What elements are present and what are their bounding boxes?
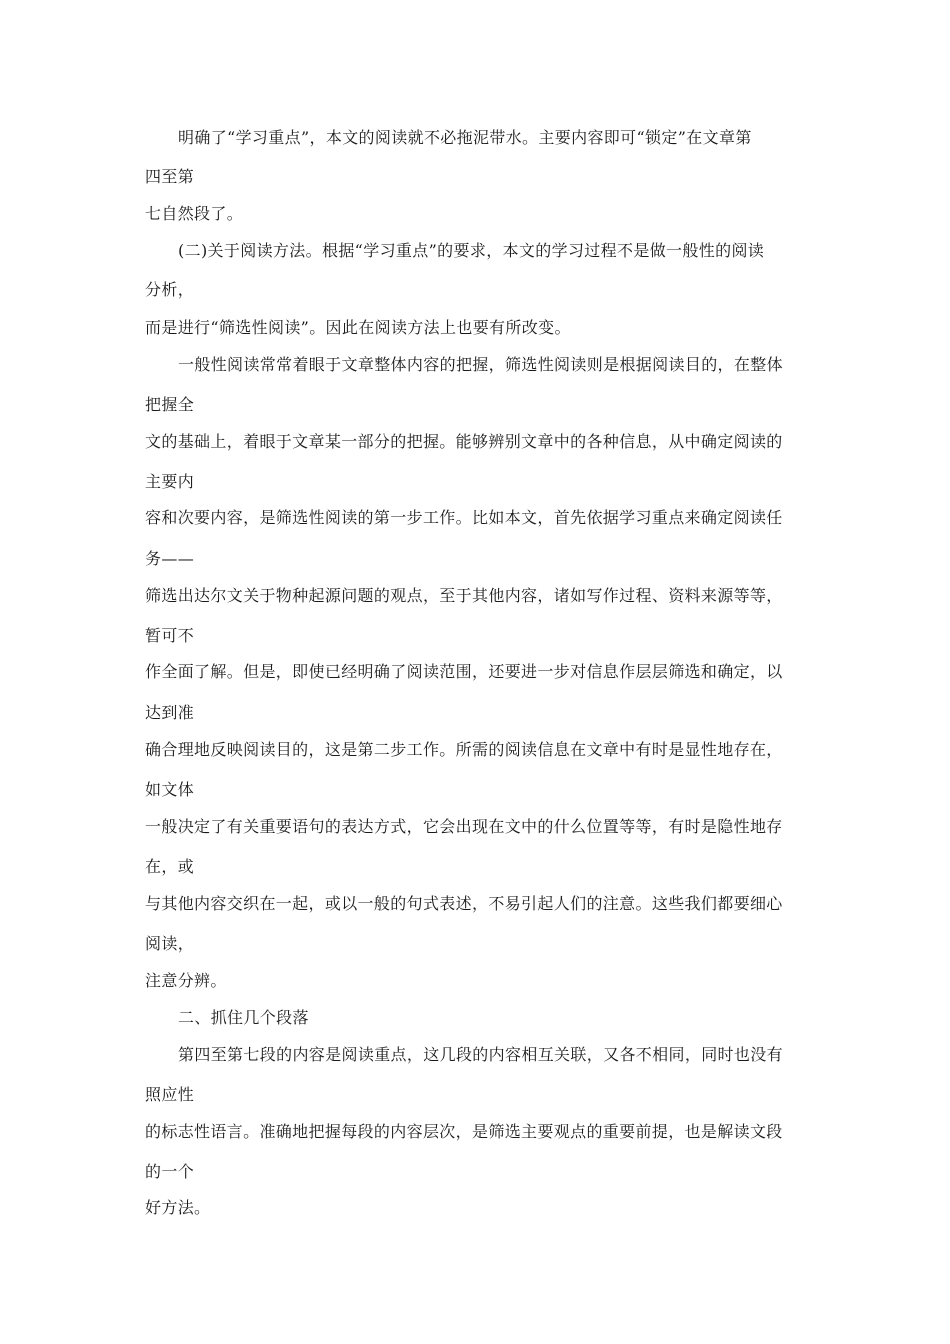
paragraph-line: 的标志性语言。准确地把握每段的内容层次，是筛选主要观点的重要前提，也是解读文段 bbox=[145, 1122, 783, 1141]
paragraph-line: 与其他内容交织在一起，或以一般的句式表述，不易引起人们的注意。这些我们都要细心 bbox=[145, 894, 783, 913]
paragraph-line: 确合理地反映阅读目的，这是第二步工作。所需的阅读信息在文章中有时是显性地存在， bbox=[145, 740, 783, 759]
paragraph-line: 如文体 bbox=[145, 780, 195, 799]
paragraph-line: 把握全 bbox=[145, 395, 195, 414]
paragraph-line: 在，或 bbox=[145, 857, 195, 876]
paragraph-line: 好方法。 bbox=[145, 1198, 211, 1217]
paragraph-line: 第四至第七段的内容是阅读重点，这几段的内容相互关联，又各不相同，同时也没有 bbox=[178, 1045, 783, 1064]
paragraph-line: 一般决定了有关重要语句的表达方式，它会出现在文中的什么位置等等，有时是隐性地存 bbox=[145, 817, 783, 836]
paragraph-line: (二)关于阅读方法。根据“学习重点”的要求，本文的学习过程不是做一般性的阅读 bbox=[178, 241, 765, 260]
paragraph-line: 达到准 bbox=[145, 703, 195, 722]
paragraph-line: 筛选出达尔文关于物种起源问题的观点，至于其他内容，诸如写作过程、资料来源等等， bbox=[145, 586, 783, 605]
paragraph-line: 务—— bbox=[145, 549, 195, 568]
paragraph-line: 照应性 bbox=[145, 1085, 195, 1104]
paragraph-line: 文的基础上，着眼于文章某一部分的把握。能够辨别文章中的各种信息，从中确定阅读的 bbox=[145, 432, 783, 451]
paragraph-line: 作全面了解。但是，即使已经明确了阅读范围，还要进一步对信息作层层筛选和确定，以 bbox=[145, 662, 783, 681]
paragraph-line: 容和次要内容，是筛选性阅读的第一步工作。比如本文，首先依据学习重点来确定阅读任 bbox=[145, 508, 783, 527]
paragraph-line: 一般性阅读常常着眼于文章整体内容的把握，筛选性阅读则是根据阅读目的，在整体 bbox=[178, 355, 783, 374]
paragraph-line: 主要内 bbox=[145, 472, 195, 491]
paragraph-line: 的一个 bbox=[145, 1162, 195, 1181]
paragraph-line: 明确了“学习重点”，本文的阅读就不必拖泥带水。主要内容即可“锁定”在文章第 bbox=[178, 128, 752, 147]
paragraph-line: 分析， bbox=[145, 280, 195, 299]
paragraph-line: 四至第 bbox=[145, 167, 195, 186]
paragraph-line: 阅读， bbox=[145, 934, 195, 953]
paragraph-line: 七自然段了。 bbox=[145, 204, 244, 223]
section-heading: 二、抓住几个段落 bbox=[178, 1008, 309, 1027]
paragraph-line: 注意分辨。 bbox=[145, 971, 227, 990]
paragraph-line: 而是进行“筛选性阅读”。因此在阅读方法上也要有所改变。 bbox=[145, 318, 571, 337]
paragraph-line: 暂可不 bbox=[145, 626, 195, 645]
